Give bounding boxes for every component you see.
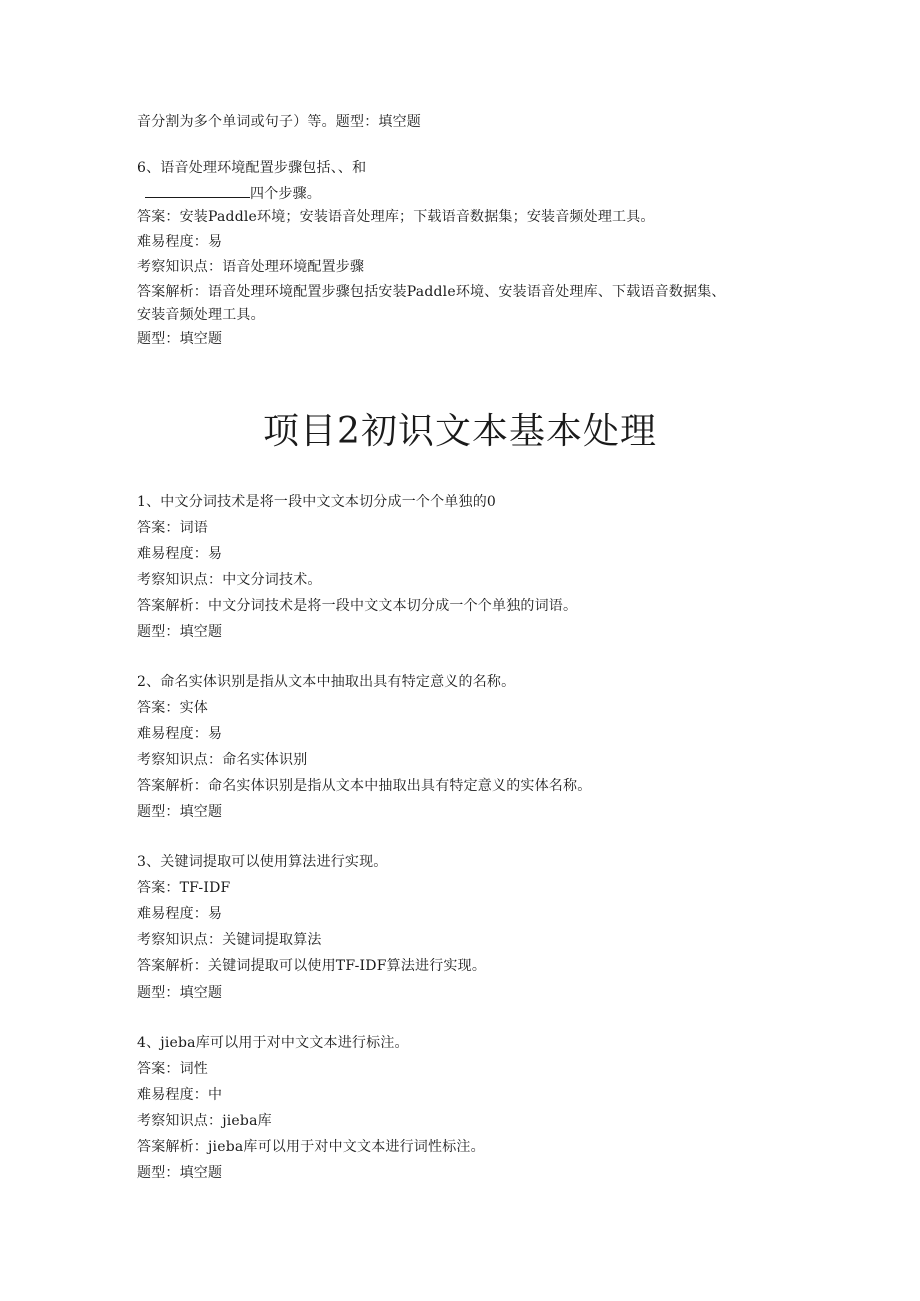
q1-type: 题型：填空题: [137, 624, 223, 640]
q3-analysis: 答案解析：关键词提取可以使用TF-IDF算法进行实现。: [137, 958, 487, 974]
q2-question: 2、命名实体识别是指从文本中抽取出具有特定意义的名称。: [137, 674, 516, 690]
q4-question: 4、jieba库可以用于对中文文本进行标注。: [137, 1035, 409, 1051]
q3-question: 3、关键词提取可以使用算法进行实现。: [137, 854, 388, 870]
q4-type: 题型：填空题: [137, 1165, 223, 1181]
q2-answer: 答案：实体: [137, 700, 208, 716]
q2-difficulty: 难易程度：易: [137, 726, 223, 742]
q6-question: 6、语音处理环境配置步骤包括、、和: [137, 160, 367, 176]
q2-analysis: 答案解析：命名实体识别是指从文本中抽取出具有特定意义的实体名称。: [137, 778, 592, 794]
q6-question-tail: 四个步骤。: [250, 186, 321, 202]
q4-knowledge: 考察知识点：jieba库: [137, 1113, 272, 1129]
q3-knowledge: 考察知识点：关键词提取算法: [137, 932, 322, 948]
q6-difficulty: 难易程度：易: [137, 234, 223, 250]
q1-answer: 答案：词语: [137, 520, 208, 536]
q2-type: 题型：填空题: [137, 804, 223, 820]
q3-answer: 答案：TF-IDF: [137, 880, 231, 896]
q2-knowledge: 考察知识点：命名实体识别: [137, 752, 308, 768]
q4-analysis: 答案解析：jieba库可以用于对中文文本进行词性标注。: [137, 1139, 485, 1155]
q1-knowledge: 考察知识点：中文分词技术。: [137, 572, 322, 588]
q6-type: 题型：填空题: [137, 331, 223, 347]
prev-continuation-line: 音分割为多个单词或句子）等。题型：填空题: [137, 114, 421, 130]
q6-knowledge: 考察知识点：语音处理环境配置步骤: [137, 259, 365, 275]
q6-analysis-line-1: 答案解析：语音处理环境配置步骤包括安装Paddle环境、安装语音处理库、下载语音数据集、: [137, 284, 726, 300]
fill-in-blank: [145, 184, 250, 198]
q3-difficulty: 难易程度：易: [137, 906, 223, 922]
q3-type: 题型：填空题: [137, 985, 223, 1001]
q6-question-tail-row: [145, 184, 321, 203]
q1-analysis: 答案解析：中文分词技术是将一段中文文本切分成一个个单独的词语。: [137, 598, 578, 614]
q4-difficulty: 难易程度：中: [137, 1087, 223, 1103]
q6-answer: 答案：安装Paddle环境；安装语音处理库；下载语音数据集；安装音频处理工具。: [137, 209, 655, 225]
q6-analysis-line-2: 安装音频处理工具。: [137, 307, 265, 323]
q1-question: 1、中文分词技术是将一段中文文本切分成一个个单独的0: [137, 494, 497, 510]
q1-difficulty: 难易程度：易: [137, 546, 223, 562]
q4-answer: 答案：词性: [137, 1061, 208, 1077]
section-title: 项目2初识文本基本处理: [263, 411, 657, 452]
